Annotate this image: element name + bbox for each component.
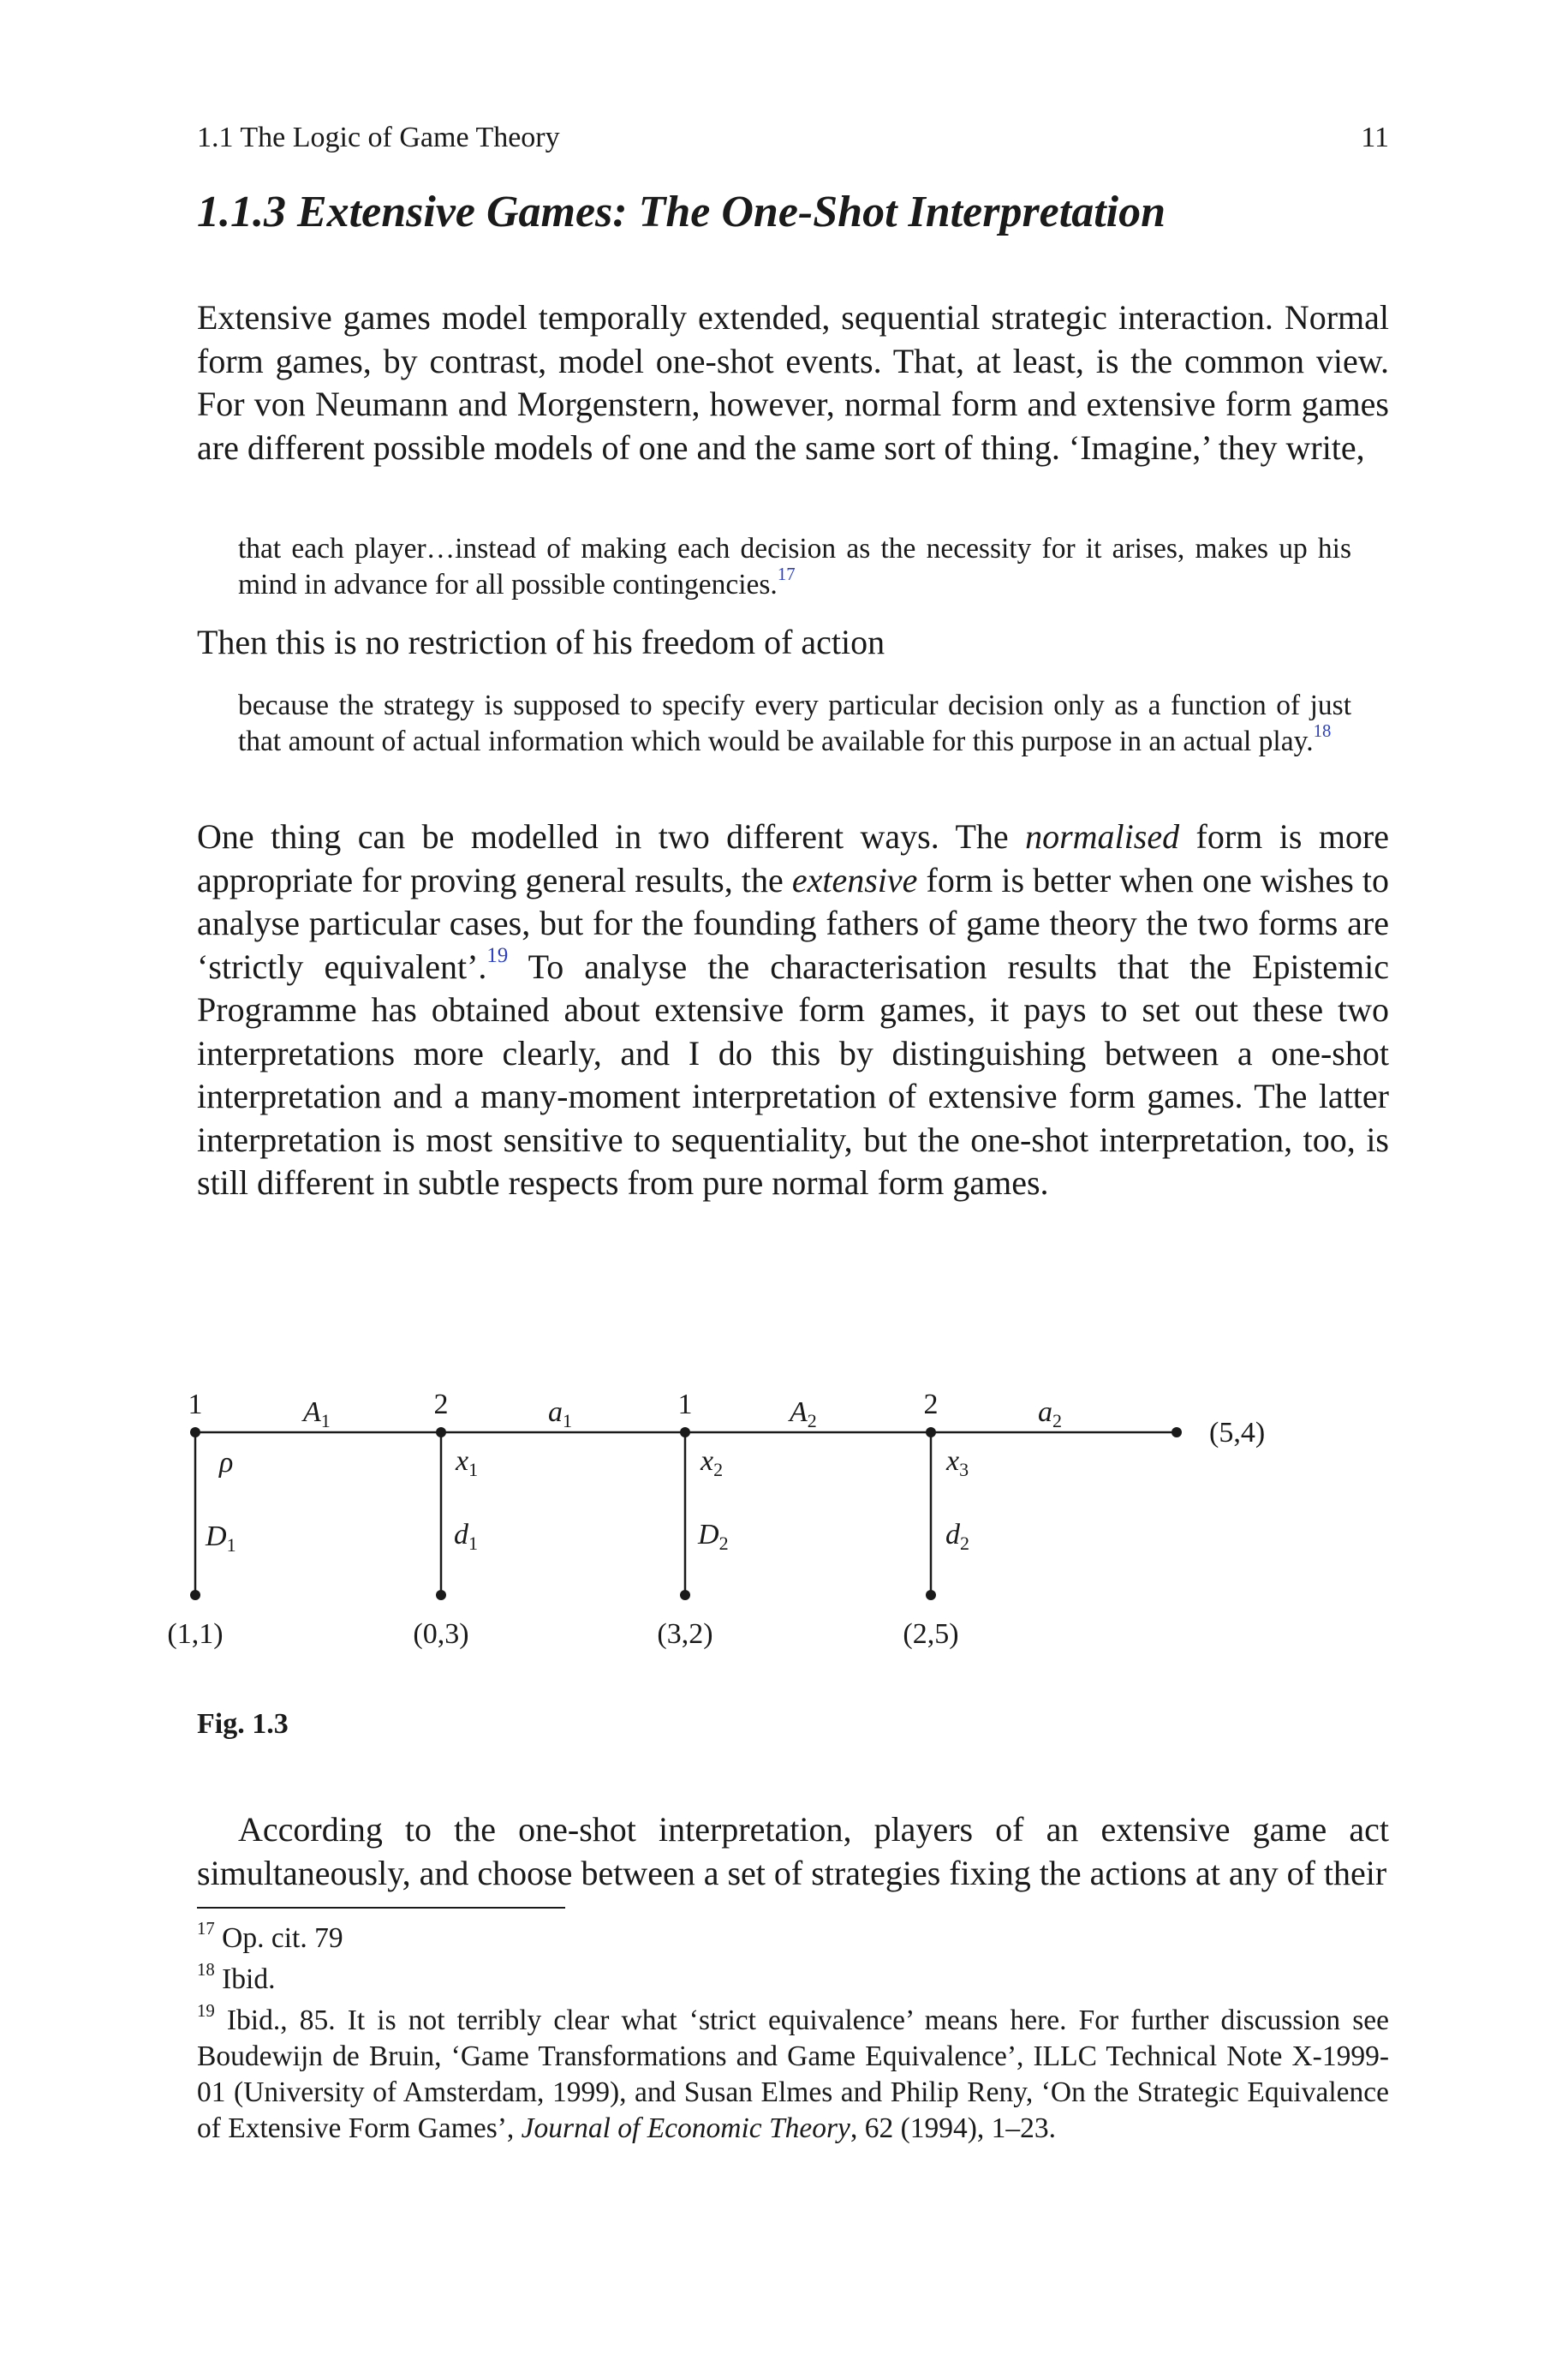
node-dot-rho <box>190 1427 200 1437</box>
footnote-18-text: Ibid. <box>222 1963 276 1995</box>
page-number: 11 <box>1361 122 1389 153</box>
action-label-A2: $A_2$ <box>790 1396 817 1431</box>
payoff-3-2: (3,2) <box>657 1618 713 1650</box>
payoff-5-4: (5,4) <box>1209 1417 1266 1449</box>
node-name-rho: ρ <box>219 1447 234 1479</box>
action-label-d1: $d_1$ <box>454 1519 478 1554</box>
block-quote-2 <box>238 688 1351 759</box>
node-dot-x2 <box>680 1427 690 1437</box>
figure-caption: Fig. 1.3 <box>197 1708 289 1740</box>
action-label-D1: $D_1$ <box>206 1521 236 1556</box>
player-label-node2: 2 <box>433 1389 449 1420</box>
footnote-19-text-2: , 62 (1994), 1–23. <box>850 2112 1056 2144</box>
footnote-ref-17[interactable]: 17 <box>777 565 796 585</box>
player-label-node4: 2 <box>923 1389 939 1420</box>
para3-text-1: One thing can be modelled in two different ways. The <box>197 817 1026 856</box>
action-label-a2: $a_2$ <box>1038 1396 1062 1431</box>
decision-node-x1 <box>413 1389 572 1650</box>
footnote-ref-18[interactable]: 18 <box>1313 721 1332 742</box>
para3-text-2: form is more appropriate for proving general results, the <box>197 817 1390 899</box>
action-label-d2: $d_2$ <box>945 1519 969 1554</box>
running-head <box>197 122 1389 154</box>
terminal-dot-3-2 <box>680 1590 690 1600</box>
player-label-node3: 1 <box>677 1389 693 1420</box>
paragraph-one-shot: According to the one-shot interpretation, players of an extensive game act simultaneously, and choose between a set of strategies fixing the actions at any of their <box>197 1810 1389 1892</box>
footnote-ref-19[interactable]: 19 <box>486 944 509 968</box>
block-quote-1 <box>238 531 1351 602</box>
payoff-1-1: (1,1) <box>167 1618 224 1650</box>
para3-text-4: To analyse the characterisation results that the Epistemic Programme has obtained about extensive form games, it pays to set out these two interpretations more clearly, and I do this by distinguishing between a one-shot interpretation and a many-moment interpretation of extensive form games. The latter interpretation is most sensitive to sequentiality, but the one-shot interpretation, too, is still different in subtle respects from pure normal form games. <box>197 947 1389 1202</box>
terminal-dot-0-3 <box>436 1590 446 1600</box>
terminal-dot-2-5 <box>926 1590 936 1600</box>
action-label-A1: $A_1$ <box>303 1396 331 1431</box>
game-tree-figure <box>0 1353 1568 1696</box>
footnote-19-text-1: Ibid., 85. It is not terribly clear what ‘strict equivalence’ means here. For further discussion see Boudewijn de Bruin, ‘Game Transformations and Game Equivalence’, ILLC Technical Note X-1999-01 (University of Amsterdam, 1999), and Susan Elmes and Philip Reny, ‘On the Strategic Equivalence of Extensive Form Games’, <box>197 2005 1390 2144</box>
para3-em-normalised: normalised <box>1025 817 1180 856</box>
action-label-D2: $D_2$ <box>698 1519 729 1554</box>
footnote-17 <box>197 1918 1389 1957</box>
footnote-rule <box>197 1907 565 1909</box>
decision-node-x3 <box>903 1389 1062 1650</box>
para3-em-extensive: extensive <box>791 860 918 899</box>
node-name-x2: $x_2$ <box>701 1445 724 1480</box>
node-dot-x3 <box>926 1427 936 1437</box>
footnote-19-journal: Journal of Economic Theory <box>521 2112 850 2144</box>
action-label-a1: $a_1$ <box>548 1396 572 1431</box>
terminal-dot-1-1 <box>190 1590 200 1600</box>
payoff-0-3: (0,3) <box>413 1618 469 1650</box>
footnote-17-text: Op. cit. 79 <box>222 1922 343 1954</box>
section-title: 1.1.3 Extensive Games: The One-Shot Interpretation <box>197 188 1166 236</box>
paragraph-then: Then this is no restriction of his freedom of action <box>197 623 885 661</box>
decision-node-x2 <box>657 1389 816 1650</box>
node-name-x1: $x_1$ <box>456 1445 479 1480</box>
footnote-19 <box>197 2000 1390 2147</box>
paragraph-intro: Extensive games model temporally extended, sequential strategic interaction. Normal form games, by contrast, model one-shot events. That, at least, is the common view. For von Neumann and Morgenstern, however, normal form and extensive form games are different possible models of one and the same sort of thing. ‘Imagine,’ they write, <box>197 298 1389 467</box>
footnote-17-number: 17 <box>197 1918 215 1939</box>
decision-node-rho <box>167 1389 330 1650</box>
player-label-node1: 1 <box>188 1389 203 1420</box>
footnote-18-number: 18 <box>197 1959 215 1980</box>
node-name-x3: $x_3$ <box>946 1445 969 1480</box>
quote-1-text: that each player…instead of making each decision as the necessity for it arises, makes up his mind in advance for all possible contingencies. <box>238 533 1351 600</box>
footnote-19-number: 19 <box>197 2000 215 2021</box>
terminal-dot-5-4 <box>1172 1427 1182 1437</box>
footnote-18 <box>197 1959 1389 1998</box>
para3-text-3: form is better when one wishes to analyse particular cases, but for the founding fathers of game theory the two forms are ‘strictly equivalent’. <box>197 860 1389 986</box>
quote-2-text: because the strategy is supposed to specify every particular decision only as a function of just that amount of actual information which would be available for this purpose in an actual play. <box>238 690 1351 757</box>
payoff-2-5: (2,5) <box>903 1618 959 1650</box>
paragraph-one-thing <box>197 816 1389 1205</box>
node-dot-x1 <box>436 1427 446 1437</box>
running-head-section: 1.1 The Logic of Game Theory <box>197 122 560 153</box>
